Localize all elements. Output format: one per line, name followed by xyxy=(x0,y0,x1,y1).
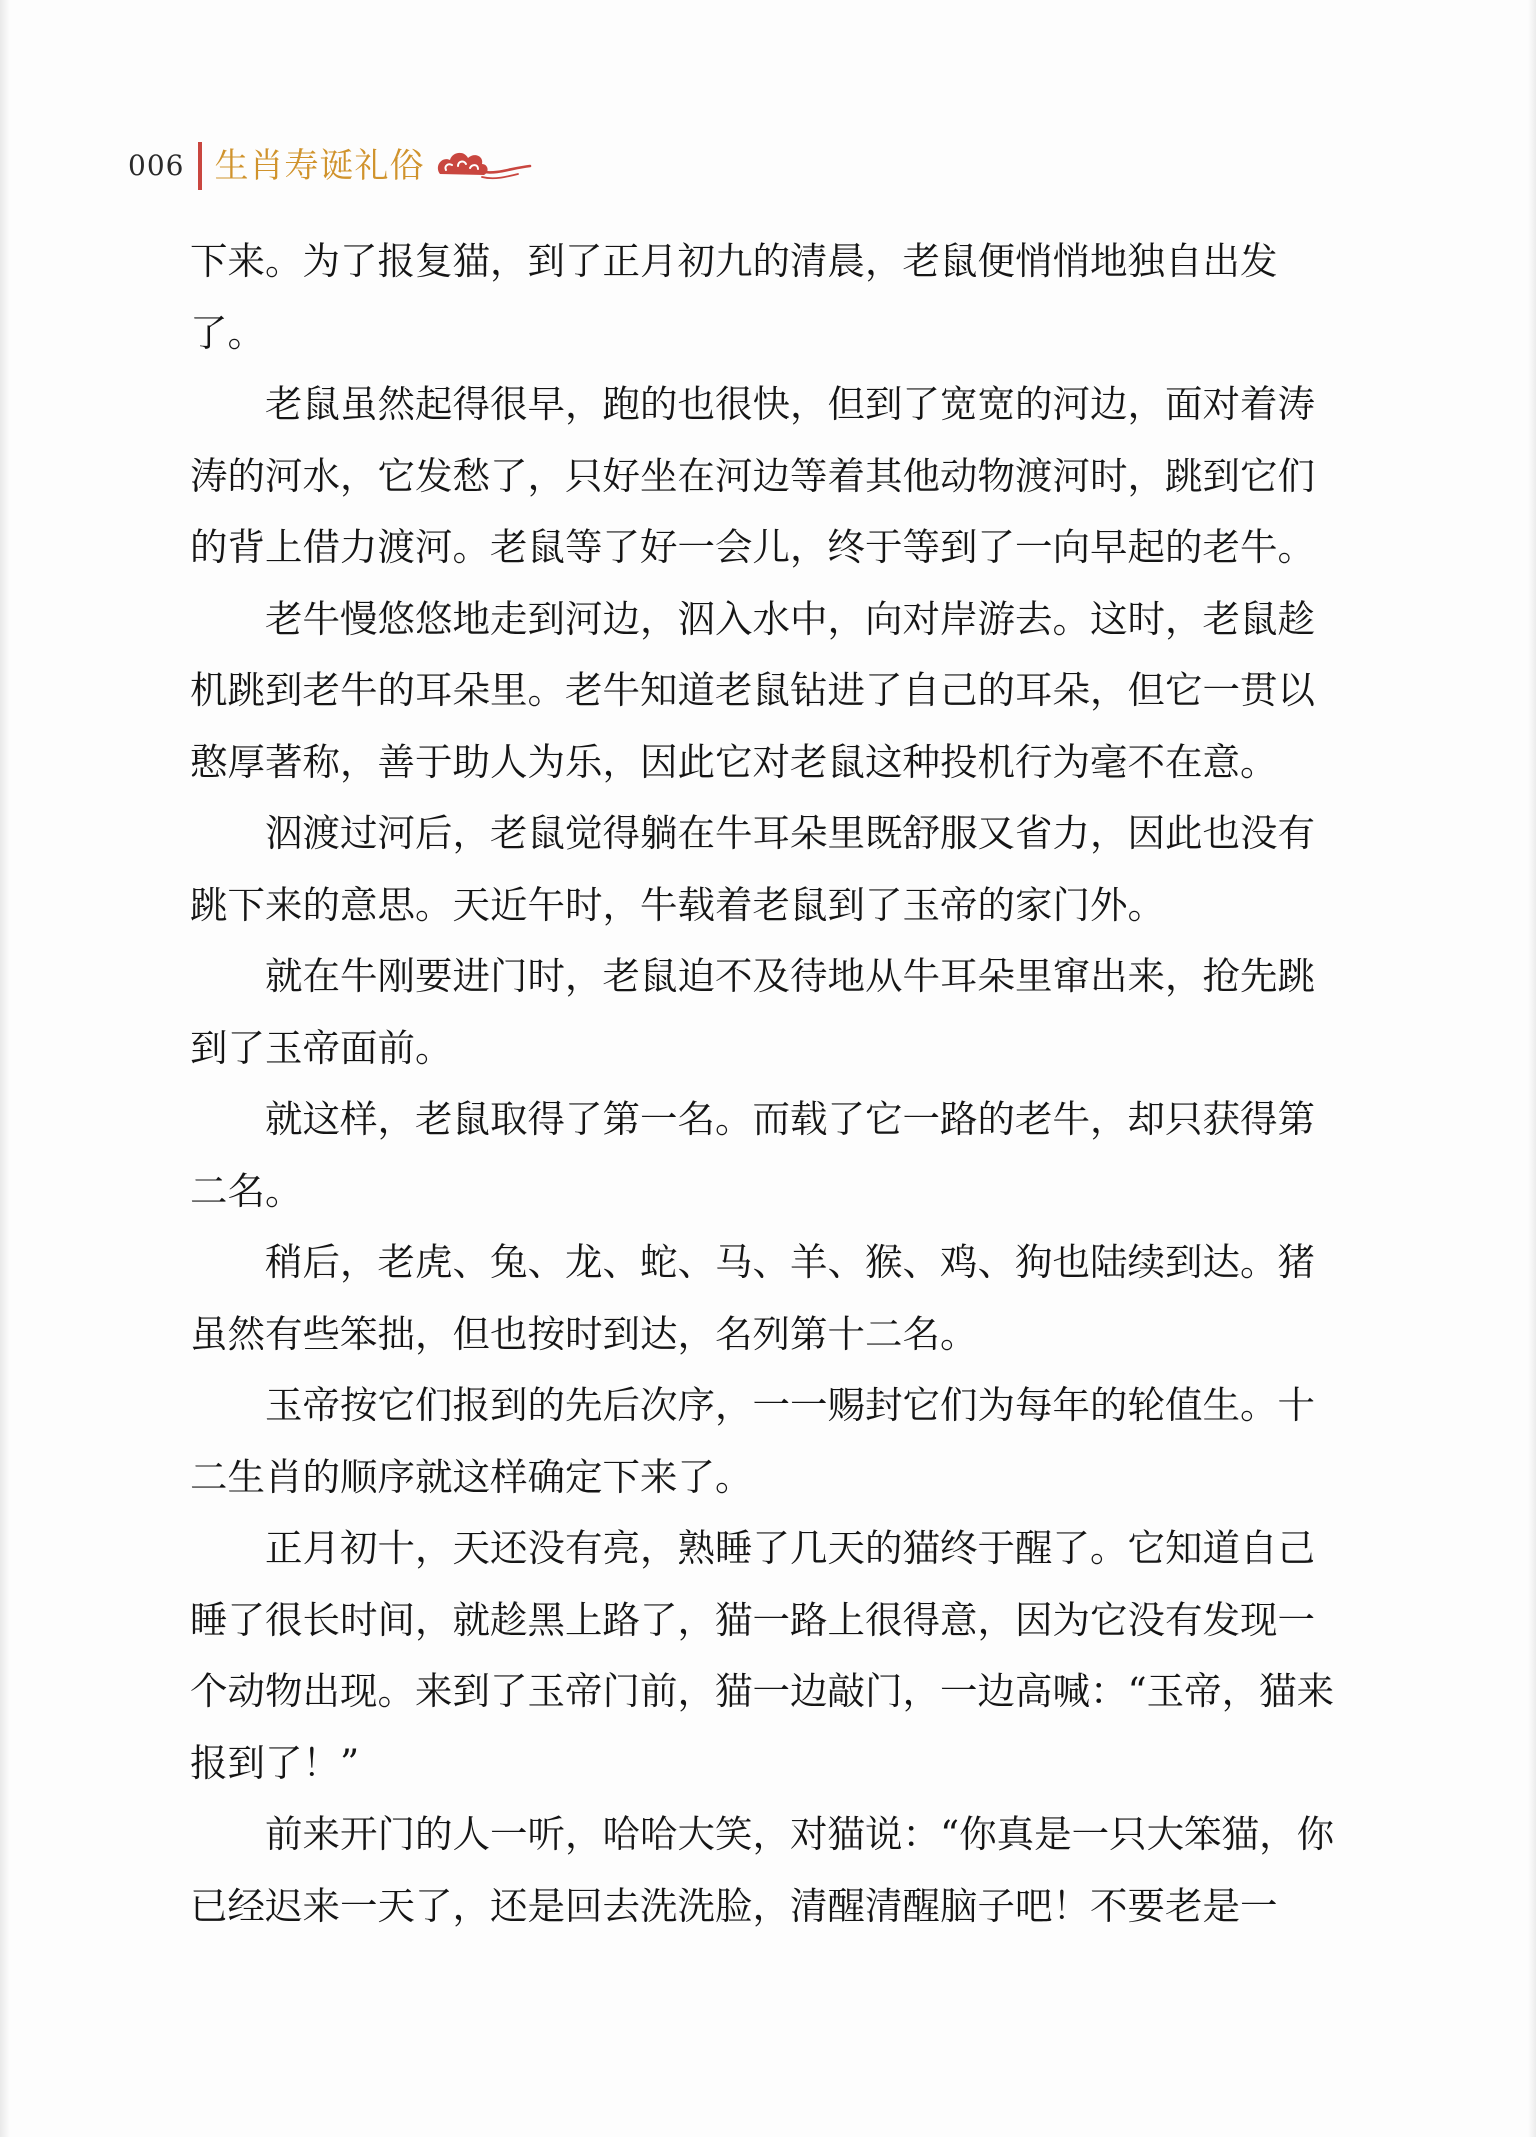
page-number: 006 xyxy=(128,149,185,182)
paragraph-8: 玉帝按它们报到的先后次序，一一赐封它们为每年的轮值生。十二生肖的顺序就这样确定下来了。 xyxy=(190,1383,1315,1499)
page-edge-left xyxy=(0,0,10,2137)
auspicious-cloud-icon xyxy=(432,144,532,188)
paragraph-5: 就在牛刚要进门时，老鼠迫不及待地从牛耳朵里窜出来，抢先跳到了玉帝面前。 xyxy=(190,954,1315,1070)
paragraph-1: 下来。为了报复猫，到了正月初九的清晨，老鼠便悄悄地独自出发了。 xyxy=(190,239,1278,355)
header-divider xyxy=(198,142,202,190)
paragraph-7: 稍后，老虎、兔、龙、蛇、马、羊、猴、鸡、狗也陆续到达。猪虽然有些笨拙，但也按时到达，名列第十二名。 xyxy=(190,1240,1315,1356)
running-head xyxy=(128,138,532,194)
paragraph-4: 泅渡过河后，老鼠觉得躺在牛耳朵里既舒服又省力，因此也没有跳下来的意思。天近午时，牛载着老鼠到了玉帝的家门外。 xyxy=(190,811,1315,927)
page-edge-right xyxy=(1528,0,1536,2137)
paragraph-9: 正月初十，天还没有亮，熟睡了几天的猫终于醒了。它知道自己睡了很长时间，就趁黑上路了，猫一路上很得意，因为它没有发现一个动物出现。来到了玉帝门前，猫一边敲门，一边高喊：“玉帝，猫来报到了！” xyxy=(190,1526,1335,1785)
paragraph-3: 老牛慢悠悠地走到河边，泅入水中，向对岸游去。这时，老鼠趁机跳到老牛的耳朵里。老牛知道老鼠钻进了自己的耳朵，但它一贯以憨厚著称，善于助人为乐，因此它对老鼠这种投机行为毫不在意。 xyxy=(190,596,1315,784)
body-text xyxy=(190,226,1350,1942)
paragraph-10: 前来开门的人一听，哈哈大笑，对猫说：“你真是一只大笨猫，你已经迟来一天了，还是回去洗洗脸，清醒清醒脑子吧！不要老是一 xyxy=(190,1812,1335,1928)
book-title: 生肖寿诞礼俗 xyxy=(214,146,425,186)
paragraph-2: 老鼠虽然起得很早，跑的也很快，但到了宽宽的河边，面对着涛涛的河水，它发愁了，只好坐在河边等着其他动物渡河时，跳到它们的背上借力渡河。老鼠等了好一会儿，终于等到了一向早起的老牛。 xyxy=(190,382,1315,569)
paragraph-6: 就这样，老鼠取得了第一名。而载了它一路的老牛，却只获得第二名。 xyxy=(190,1097,1315,1213)
